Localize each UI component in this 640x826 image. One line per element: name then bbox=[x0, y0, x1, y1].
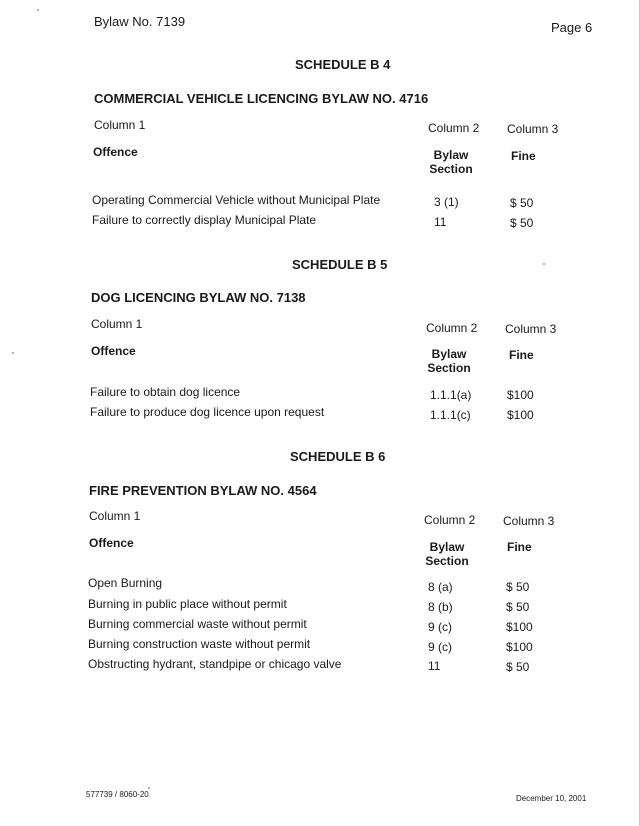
offence-text: Failure to correctly display Municipal Plate bbox=[92, 213, 317, 227]
offence-header: Offence bbox=[89, 536, 134, 550]
bylaw-section-header bbox=[418, 540, 476, 568]
fine-value: $ 50 bbox=[510, 216, 534, 230]
bylaw-section-value: 1.1.1(a) bbox=[430, 388, 472, 402]
offence-text: Failure to produce dog licence upon request bbox=[90, 405, 325, 419]
section-title: DOG LICENCING BYLAW NO. 7138 bbox=[91, 290, 306, 305]
column-3-label: Column 3 bbox=[505, 322, 557, 336]
schedule-heading: SCHEDULE B 6 bbox=[290, 449, 386, 464]
column-1-label: Column 1 bbox=[94, 118, 146, 132]
section-word: Section bbox=[427, 361, 471, 375]
bylaw-section-value: 3 (1) bbox=[434, 195, 459, 209]
column-2-label: Column 2 bbox=[424, 513, 476, 527]
bylaw-section-header bbox=[422, 148, 480, 176]
fine-value: $ 50 bbox=[506, 600, 530, 614]
section-word: Section bbox=[425, 554, 469, 568]
header-bylaw-number: Bylaw No. 7139 bbox=[94, 14, 186, 29]
column-1-label: Column 1 bbox=[89, 509, 141, 523]
page-number: Page 6 bbox=[551, 20, 593, 35]
offence-text: Failure to obtain dog licence bbox=[90, 385, 241, 399]
schedule-heading: SCHEDULE B 4 bbox=[295, 57, 391, 72]
footer-date: December 10, 2001 bbox=[516, 794, 587, 803]
column-2-label: Column 2 bbox=[426, 321, 478, 335]
column-3-label: Column 3 bbox=[507, 122, 559, 136]
scan-speck bbox=[543, 263, 545, 265]
column-1-label: Column 1 bbox=[91, 317, 143, 331]
bylaw-word: Bylaw bbox=[433, 148, 469, 162]
offence-text: Operating Commercial Vehicle without Municipal Plate bbox=[92, 193, 381, 207]
bylaw-section-value: 9 (c) bbox=[428, 620, 452, 634]
offence-text: Burning commercial waste without permit bbox=[88, 617, 307, 631]
fine-value: $100 bbox=[506, 620, 533, 634]
fine-header: Fine bbox=[511, 149, 536, 163]
fine-value: $ 50 bbox=[506, 660, 530, 674]
bylaw-word: Bylaw bbox=[429, 540, 465, 554]
offence-text: Burning construction waste without permit bbox=[88, 637, 311, 651]
column-2-label: Column 2 bbox=[428, 121, 480, 135]
bylaw-section-value: 8 (b) bbox=[428, 600, 453, 614]
bylaw-section-value: 11 bbox=[434, 215, 447, 229]
bylaw-section-value: 1.1.1(c) bbox=[430, 408, 471, 422]
column-3-label: Column 3 bbox=[503, 514, 555, 528]
section-word: Section bbox=[429, 162, 473, 176]
fine-header: Fine bbox=[507, 540, 532, 554]
fine-header: Fine bbox=[509, 348, 534, 362]
section-title: COMMERCIAL VEHICLE LICENCING BYLAW NO. 4716 bbox=[94, 91, 429, 106]
fine-value: $100 bbox=[507, 408, 534, 422]
offence-text: Open Burning bbox=[88, 576, 163, 590]
scan-speck bbox=[12, 352, 14, 354]
bylaw-section-value: 11 bbox=[428, 659, 441, 673]
fine-value: $100 bbox=[507, 388, 534, 402]
bylaw-section-value: 8 (a) bbox=[428, 580, 453, 594]
offence-text: Obstructing hydrant, standpipe or chicago valve bbox=[88, 657, 342, 671]
bylaw-section-value: 9 (c) bbox=[428, 640, 452, 654]
fine-value: $ 50 bbox=[510, 196, 534, 210]
fine-value: $ 50 bbox=[506, 580, 530, 594]
scan-speck bbox=[148, 787, 150, 789]
offence-header: Offence bbox=[93, 145, 138, 159]
footer-file-number: 577739 / 8060-20 bbox=[86, 790, 149, 799]
fine-value: $100 bbox=[506, 640, 533, 654]
offence-header: Offence bbox=[91, 344, 136, 358]
schedule-heading: SCHEDULE B 5 bbox=[292, 257, 388, 272]
bylaw-word: Bylaw bbox=[431, 347, 467, 361]
section-title: FIRE PREVENTION BYLAW NO. 4564 bbox=[89, 483, 317, 498]
bylaw-section-header bbox=[420, 347, 478, 375]
offence-text: Burning in public place without permit bbox=[88, 597, 287, 611]
scan-speck bbox=[37, 9, 39, 11]
